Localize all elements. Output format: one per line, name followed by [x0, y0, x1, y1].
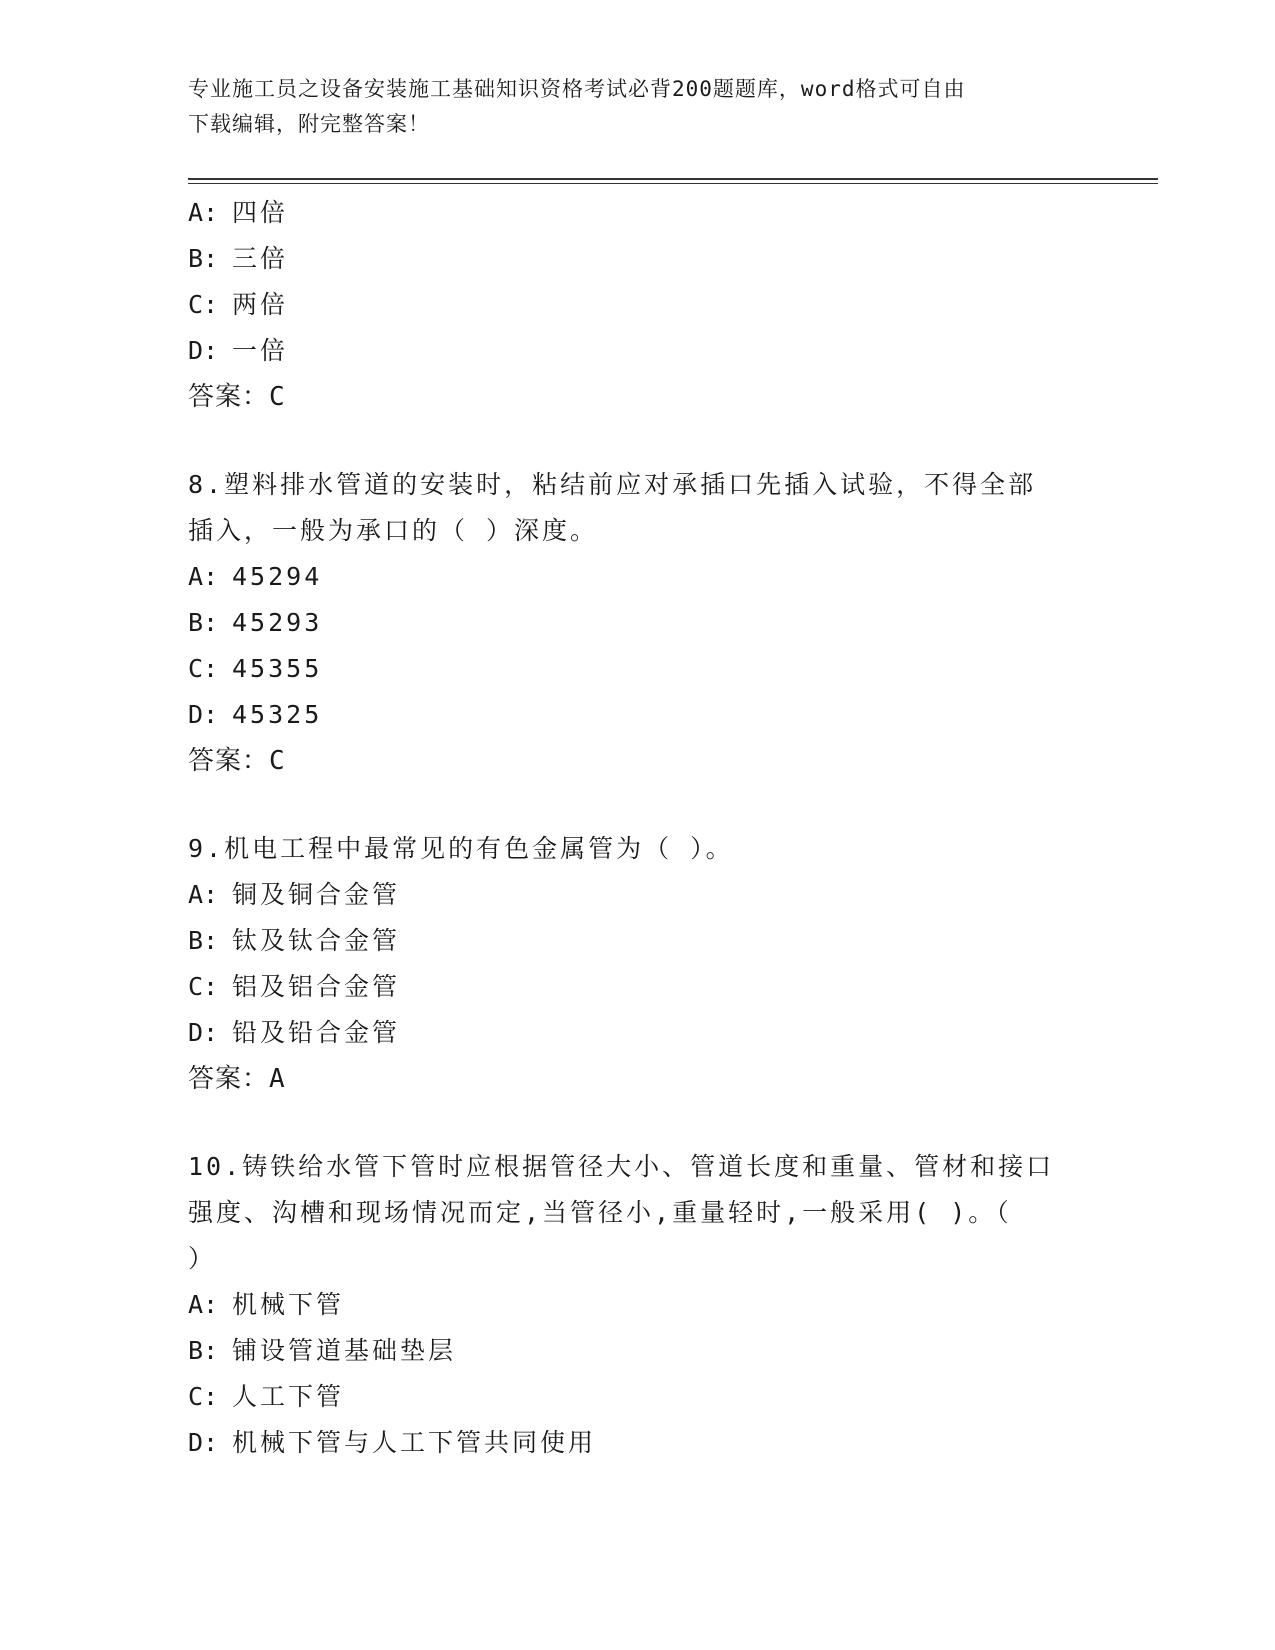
header-line-2: 下载编辑，附完整答案！ [188, 112, 430, 136]
question-text: 9.机电工程中最常见的有色金属管为（ ）。 [188, 834, 734, 863]
document-header [188, 72, 1068, 142]
header-line-1: 专业施工员之设备安装施工基础知识资格考试必背200题题库，word格式可自由 [188, 77, 966, 101]
answer: 答案：C [188, 382, 286, 412]
option-b: B: 三倍 [188, 244, 289, 273]
option-c: C: 两倍 [188, 290, 289, 319]
option-d: D: 一倍 [188, 336, 289, 365]
option-d: D: 铅及铅合金管 [188, 1018, 401, 1047]
option-a: A: 45294 [188, 562, 323, 591]
option-d: D: 机械下管与人工下管共同使用 [188, 1428, 597, 1457]
question-text: 10.铸铁给水管下管时应根据管径大小、管道长度和重量、管材和接口 强度、沟槽和现场情况而定,当管径小,重量轻时,一般采用( )。（ ） [188, 1152, 1055, 1273]
question-8 [188, 462, 1088, 784]
question-9 [188, 826, 1088, 1102]
option-b: B: 钛及钛合金管 [188, 926, 401, 955]
option-c: C: 45355 [188, 654, 323, 683]
question-7 [188, 190, 1088, 420]
option-a: A: 四倍 [188, 198, 289, 227]
option-b: B: 45293 [188, 608, 323, 637]
option-c: C: 铝及铝合金管 [188, 972, 401, 1001]
option-c: C: 人工下管 [188, 1382, 345, 1411]
question-10 [188, 1144, 1088, 1466]
header-divider-thick [188, 178, 1158, 180]
header-divider-thin [188, 183, 1158, 184]
option-a: A: 机械下管 [188, 1290, 345, 1319]
answer: 答案：A [188, 1064, 286, 1094]
option-b: B: 铺设管道基础垫层 [188, 1336, 457, 1365]
option-a: A: 铜及铜合金管 [188, 880, 401, 909]
answer: 答案：C [188, 746, 286, 776]
question-text: 8.塑料排水管道的安装时，粘结前应对承插口先插入试验，不得全部 插入，一般为承口的（ ）深度。 [188, 470, 1037, 545]
question-list [188, 190, 1088, 1466]
option-d: D: 45325 [188, 700, 323, 729]
